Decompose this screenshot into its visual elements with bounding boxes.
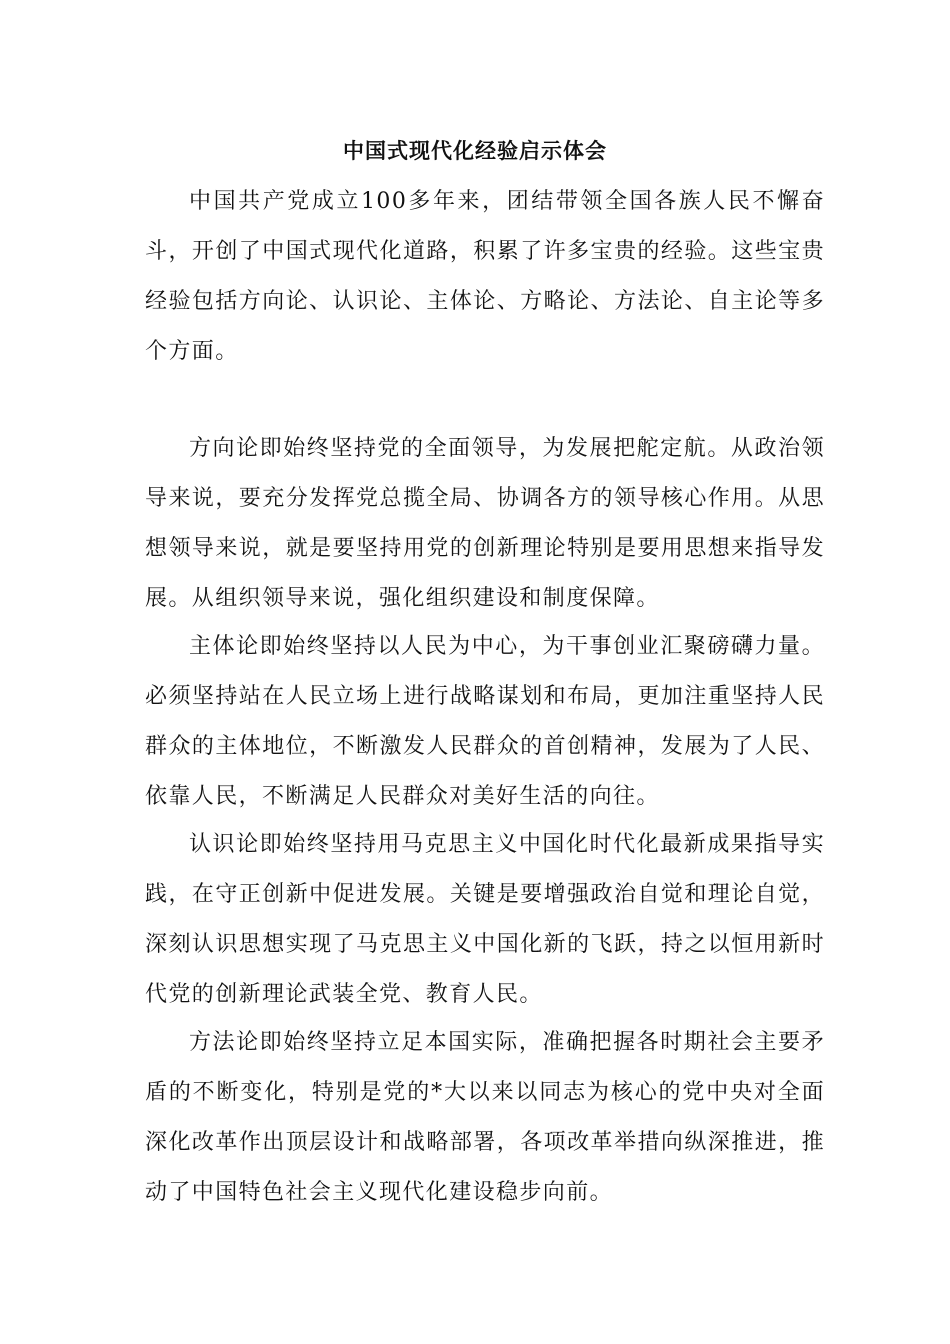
paragraph-intro: 中国共产党成立100多年来，团结带领全国各族人民不懈奋斗，开创了中国式现代化道路，积累了许多宝贵的经验。这些宝贵经验包括方向论、认识论、主体论、方略论、方法论、自主论等多个方面。	[145, 189, 825, 364]
paragraph-methodology: 方法论即始终坚持立足本国实际，准确把握各时期社会主要矛盾的不断变化，特别是党的*大以来以同志为核心的党中央对全面深化改革作出顶层设计和战略部署，各项改革举措向纵深推进，推动了中国特色社会主义现代化建设稳步向前。	[145, 1030, 825, 1205]
paragraph-direction: 方向论即始终坚持党的全面领导，为发展把舵定航。从政治领导来说，要充分发挥党总揽全局、协调各方的领导核心作用。从思想领导来说，就是要坚持用党的创新理论特别是要用思想来指导发展。从组织领导来说，强化组织建设和制度保障。	[145, 436, 825, 611]
document-title: 中国式现代化经验启示体会	[343, 138, 607, 163]
paragraph-epistemology: 认识论即始终坚持用马克思主义中国化时代化最新成果指导实践，在守正创新中促进发展。关键是要增强政治自觉和理论自觉，深刻认识思想实现了马克思主义中国化新的飞跃，持之以恒用新时代党的创新理论武装全党、教育人民。	[145, 832, 825, 1007]
paragraph-subject: 主体论即始终坚持以人民为中心，为干事创业汇聚磅礴力量。必须坚持站在人民立场上进行战略谋划和布局，更加注重坚持人民群众的主体地位，不断激发人民群众的首创精神，发展为了人民、依靠人民，不断满足人民群众对美好生活的向往。	[145, 634, 825, 809]
